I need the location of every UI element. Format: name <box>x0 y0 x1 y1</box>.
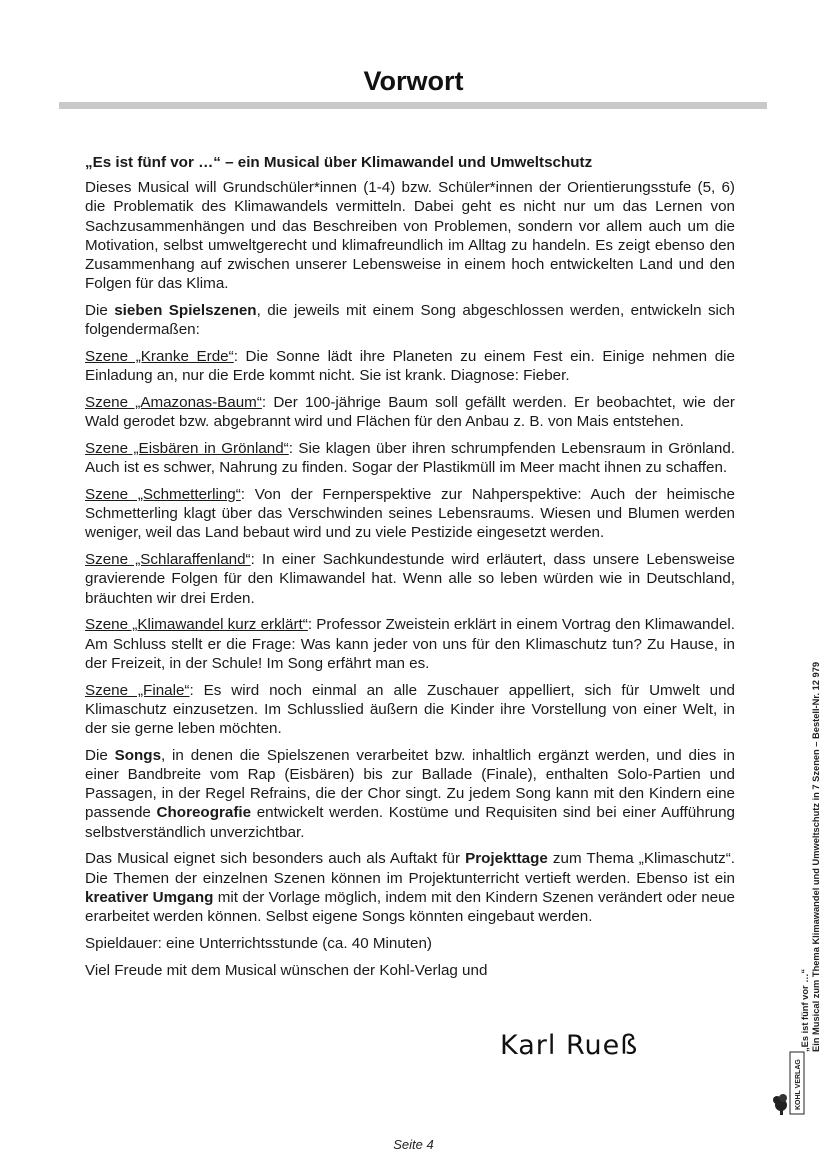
scene-title: Szene „Kranke Erde“ <box>85 348 234 366</box>
scene-paragraph: Szene „Schlaraffenland“: In einer Sachkundestunde wird erläutert, dass unsere Lebensweise gravierende Folgen für den Klimawandel hat. Wenn alle so leben würden wie in Deutschland, bräuchten wir drei Erden. <box>85 551 735 607</box>
project-paragraph: Das Musical eignet sich besonders auch als Auftakt für Projekttage zum Thema „Klimaschutz“. Die Themen der einzelnen Szenen können im Projektunterricht vertieft werden. Ebenso ist ein kreativer Umgang mit der Vorlage möglich, indem mit den Kindern Szenen verändert oder neue erarbeitet werden können. Selbst eigene Songs könnten eingebaut werden. <box>85 850 735 926</box>
author-signature: Karl Rueß <box>500 1030 639 1061</box>
scene-paragraph: Szene „Klimawandel kurz erklärt“: Professor Zweistein erklärt in einem Vortrag den Klimawandel. Am Schluss stellt er die Frage: Was kann jeder von uns für den Klimaschutz tun? Zu Hause, in der Freizeit, in der Schule! Im Song erfährt man es. <box>85 616 735 672</box>
side-order-info: „Es ist fünf vor …“ Ein Musical zum Thema Klimawandel und Umweltschutz in 7 Szenen – Bestell-Nr. 12 979 <box>800 661 821 1052</box>
scenes-intro-paragraph: Die sieben Spielszenen, die jeweils mit einem Song abgeschlossen werden, entwickeln sich folgendermaßen: <box>85 302 735 339</box>
scene-paragraph: Szene „Finale“: Es wird noch einmal an alle Zuschauer appelliert, sich für Umwelt und Klimaschutz einzusetzen. Im Schlusslied äußern die Kinder ihre Vorstellung von einer Welt, in der sie gerne leben möchten. <box>85 681 735 738</box>
publisher-logo-icon <box>772 1050 808 1116</box>
page-title: Vorwort <box>363 66 464 96</box>
scene-title: Szene „Schmetterling“ <box>85 486 241 504</box>
songs-paragraph: Die Songs, in denen die Spielszenen verarbeitet bzw. inhaltlich ergänzt werden, und dies in einer Bandbreite vom Rap (Eisbären) bis zur Ballade (Finale), enthalten Solo-Partien und Passagen, in der Regel Refrains, die der Chor singt. Zu jedem Song kann mit den Kindern eine passende Choreografie entwickelt werden. Kostüme und Requisiten sind bei einer Aufführung selbstverständlich unverzichtbar. <box>85 746 735 841</box>
document-body <box>85 153 735 987</box>
scene-paragraph: Szene „Amazonas-Baum“: Der 100-jährige Baum soll gefällt werden. Er beobachtet, wie der Wald gerodet bzw. abgebrannt wird und Flächen für den Anbau z. B. von Mais entstehen. <box>85 394 735 431</box>
scene-title: Szene „Finale“ <box>85 681 190 699</box>
svg-text:KOHL VERLAG: KOHL VERLAG <box>795 1059 802 1110</box>
scene-paragraph: Szene „Kranke Erde“: Die Sonne lädt ihre Planeten zu einem Fest ein. Einige nehmen die Einladung an, nur die Erde kommt nicht. Sie ist krank. Diagnose: Fieber. <box>85 348 735 385</box>
scene-title: Szene „Amazonas-Baum“ <box>85 394 262 412</box>
scene-paragraph: Szene „Eisbären in Grönland“: Sie klagen über ihren schrumpfenden Lebensraum in Grönland. Auch ist es schwer, Nahrung zu finden. Sogar der Plastikmüll im Meer macht ihnen zu schaffen. <box>85 440 735 477</box>
section-heading: „Es ist fünf vor …“ – ein Musical über Klimawandel und Umweltschutz <box>85 154 593 171</box>
closing-line: Viel Freude mit dem Musical wünschen der Kohl-Verlag und <box>85 961 488 979</box>
intro-paragraph: Dieses Musical will Grundschüler*innen (1-4) bzw. Schüler*innen der Orientierungsstufe (5, 6) die Problematik des Klimawandels vermitteln. Dabei geht es nicht nur um das Lernen von Sachzusammenhängen und das Beschreiben von Problemen, sondern vor allem auch um die Motivation, selbst umweltgerecht und klimafreundlich im Alltag zu handeln. Es zeigt ebenso den Zusammenhang auf zwischen unserer Lebensweise in einem hoch entwickelten Land und den Folgen für das Klima. <box>85 179 735 293</box>
scene-paragraph: Szene „Schmetterling“: Von der Fernperspektive zur Nahperspektive: Auch der heimische Schmetterling klagt über das Verschwinden seines Lebensraums. Wiesen und Blumen werden weniger, weil das Land bebaut wird und zu viele Pestizide eingesetzt werden. <box>85 486 735 542</box>
page-number: Seite 4 <box>393 1137 434 1152</box>
scene-title: Szene „Klimawandel kurz erklärt“ <box>85 616 308 634</box>
scene-title: Szene „Schlaraffenland“ <box>85 551 251 569</box>
scene-title: Szene „Eisbären in Grönland“ <box>85 440 289 458</box>
duration-line: Spieldauer: eine Unterrichtsstunde (ca. 40 Minuten) <box>85 934 432 952</box>
title-divider <box>59 102 767 109</box>
